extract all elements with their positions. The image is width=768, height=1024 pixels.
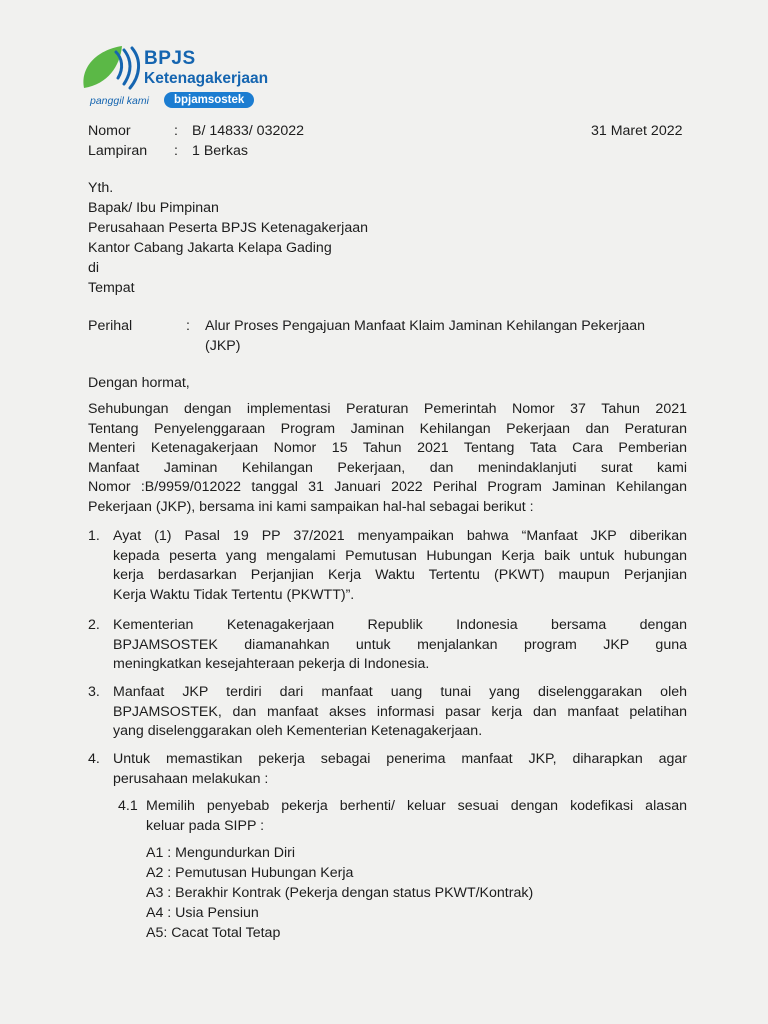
list-item bbox=[113, 616, 687, 675]
nomor-sep: : bbox=[174, 123, 178, 139]
logo-brand-sub: Ketenagakerjaan bbox=[144, 70, 269, 87]
recipient-line: Bapak/ Ibu Pimpinan bbox=[88, 200, 219, 216]
list-item-number: 2. bbox=[88, 617, 100, 633]
list-item bbox=[113, 527, 687, 605]
lampiran-value: 1 Berkas bbox=[192, 143, 248, 159]
paragraph-line: Kerja Waktu Tidak Tertentu (PKWTT)”. bbox=[113, 586, 355, 603]
list-item bbox=[113, 750, 687, 789]
paragraph-line: Manfaat Jaminan Kehilangan Pekerjaan, dan menindaklanjuti surat kami bbox=[88, 459, 687, 476]
paragraph-line: Ayat (1) Pasal 19 PP 37/2021 menyampaikan bahwa “Manfaat JKP diberikan bbox=[113, 528, 687, 544]
paragraph-line: Manfaat JKP terdiri dari manfaat uang tunai yang diselenggarakan oleh bbox=[113, 684, 687, 700]
subject-line: (JKP) bbox=[205, 338, 241, 354]
recipient-line: di bbox=[88, 260, 100, 276]
paragraph-line: meningkatkan kesejahteraan pekerja di Indonesia. bbox=[113, 656, 430, 672]
paragraph-line: yang diselenggarakan oleh Kementerian Ketenagakerjaan. bbox=[113, 723, 483, 739]
paragraph-line: Memilih penyebab pekerja berhenti/ keluar sesuai dengan kodefikasi alasan bbox=[146, 798, 687, 814]
intro-paragraph bbox=[88, 400, 687, 517]
paragraph-line: Tentang Penyelenggaraan Program Jaminan Kehilangan Pekerjaan dan Peraturan bbox=[88, 420, 687, 437]
paragraph-line: Menteri Ketenagakerjaan Nomor 15 Tahun 2021 Tentang Tata Cara Pemberian bbox=[88, 440, 687, 456]
paragraph-line: perusahaan melakukan : bbox=[113, 770, 269, 787]
subject-sep: : bbox=[186, 318, 190, 334]
code-item: A1 : Mengundurkan Diri bbox=[146, 845, 296, 861]
code-item: A2 : Pemutusan Hubungan Kerja bbox=[146, 865, 354, 881]
paragraph-line: Sehubungan dengan implementasi Peraturan Pemerintah Nomor 37 Tahun 2021 bbox=[88, 401, 687, 417]
list-item-number: 4. bbox=[88, 751, 100, 767]
paragraph-line: kerja berdasarkan Perjanjian Kerja Waktu Tertentu (PKWT) maupun Perjanjian bbox=[113, 567, 687, 583]
paragraph-line: kepada peserta yang mengalami Pemutusan Hubungan Kerja baik untuk hubungan bbox=[113, 547, 687, 564]
paragraph-line: Kementerian Ketenagakerjaan Republik Indonesia bersama dengan bbox=[113, 617, 687, 633]
subject-label: Perihal bbox=[88, 318, 133, 334]
paragraph-line: Pekerjaan (JKP), bersama ini kami sampaikan hal-hal sebagai berikut : bbox=[88, 498, 534, 515]
list-item bbox=[113, 683, 687, 742]
recipient-line: Yth. bbox=[88, 180, 114, 196]
code-item: A4 : Usia Pensiun bbox=[146, 905, 259, 921]
code-item: A5: Cacat Total Tetap bbox=[146, 925, 281, 941]
bpjs-leaf-icon bbox=[78, 44, 142, 94]
recipient-line: Perusahaan Peserta BPJS Ketenagakerjaan bbox=[88, 220, 368, 236]
paragraph-line: Untuk memastikan pekerja sebagai penerima manfaat JKP, diharapkan agar bbox=[113, 751, 687, 767]
logo-pill: bpjamsostek bbox=[164, 92, 254, 108]
recipient-line: Kantor Cabang Jakarta Kelapa Gading bbox=[88, 240, 332, 256]
subitem bbox=[146, 797, 687, 836]
paragraph-line: BPJAMSOSTEK diamanahkan untuk menjalankan program JKP guna bbox=[113, 636, 687, 653]
lampiran-sep: : bbox=[174, 143, 178, 159]
letter-date: 31 Maret 2022 bbox=[591, 123, 683, 139]
nomor-value: B/ 14833/ 032022 bbox=[192, 123, 305, 139]
bpjs-logo bbox=[78, 44, 298, 116]
subitem-number: 4.1 bbox=[118, 798, 138, 814]
code-item: A3 : Berakhir Kontrak (Pekerja dengan status PKWT/Kontrak) bbox=[146, 885, 534, 901]
paragraph-line: keluar pada SIPP : bbox=[146, 817, 265, 834]
logo-tagline: panggil kami bbox=[90, 95, 149, 107]
paragraph-line: BPJAMSOSTEK, dan manfaat akses informasi pasar kerja dan manfaat pelatihan bbox=[113, 703, 687, 720]
recipient-line: Tempat bbox=[88, 280, 135, 296]
list-item-number: 3. bbox=[88, 684, 100, 700]
nomor-label: Nomor bbox=[88, 123, 131, 139]
paragraph-line: Nomor :B/9959/012022 tanggal 31 Januari 2022 Perihal Program Jaminan Kehilangan bbox=[88, 479, 687, 495]
logo-brand: BPJS bbox=[144, 48, 196, 69]
lampiran-label: Lampiran bbox=[88, 143, 148, 159]
subject-line: Alur Proses Pengajuan Manfaat Klaim Jaminan Kehilangan Pekerjaan bbox=[205, 318, 646, 334]
list-item-number: 1. bbox=[88, 528, 100, 544]
salutation: Dengan hormat, bbox=[88, 375, 190, 391]
